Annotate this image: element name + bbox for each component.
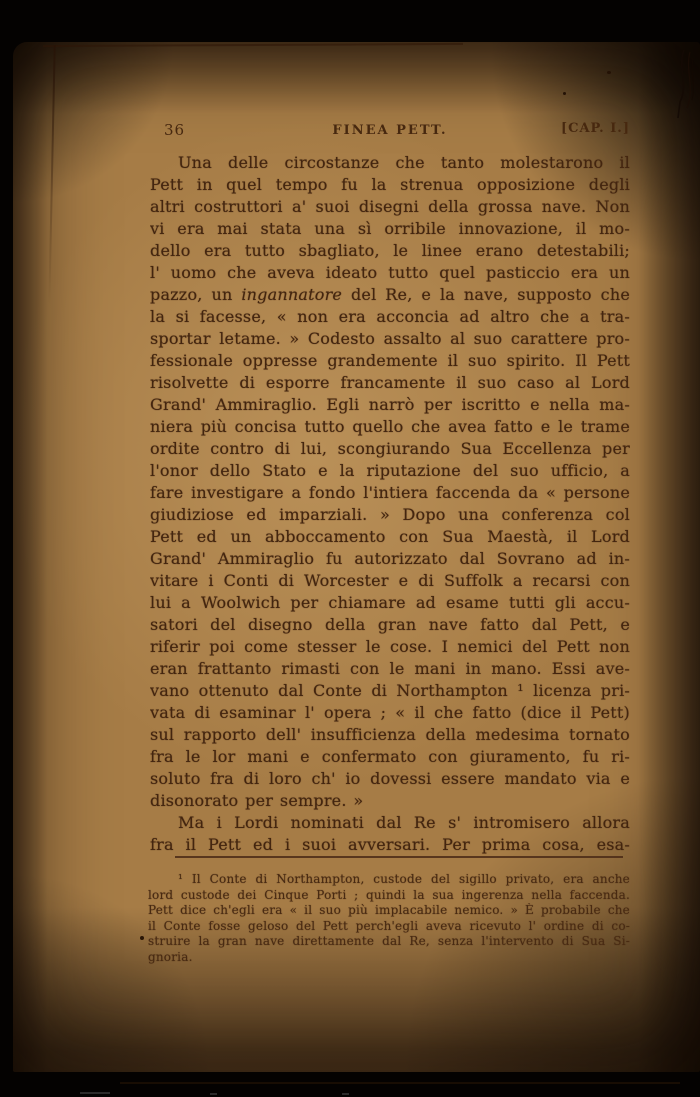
page-top-edge (43, 43, 463, 47)
chapter-label: [CAP. I.] (560, 121, 630, 136)
bottom-edge-mark (80, 1092, 110, 1094)
text-line: vitare i Conti di Worcester e di Suffolk a recarsi con (150, 571, 630, 590)
text-line: l'onor dello Stato e la riputazione del suo ufficio, a (150, 461, 630, 480)
text-line: fare investigare a fondo l'intiera faccenda da « persone (150, 483, 630, 502)
text-line: l' uomo che aveva ideato tutto quel pasticcio era un (150, 263, 630, 282)
book-edge-shadow (120, 1082, 680, 1084)
text-line: lui a Woolwich per chiamare ad esame tutti gli accu- (150, 593, 630, 612)
footnote-line: gnoria. (148, 949, 193, 964)
text-line: niera più concisa tutto quello che avea fatto e le trame (150, 417, 630, 436)
text-line: sul rapporto dell' insufficienza della medesima tornato (150, 725, 630, 744)
text-line: soluto fra di loro ch' io dovessi essere mandato via e (150, 769, 630, 788)
italic-word: ingannatore (241, 285, 343, 304)
text-segment: pazzo, un (150, 285, 242, 304)
text-line: giudiziose ed imparziali. » Dopo una conferenza col (150, 505, 630, 524)
footnote-block (148, 872, 630, 965)
page-number: 36 (164, 121, 186, 139)
text-line (150, 284, 630, 306)
footnote-line: lord custode dei Cinque Porti ; quindi la sua ingerenza nella faccenda. (148, 887, 630, 902)
text-line: sportar letame. » Codesto assalto al suo carattere pro- (150, 329, 630, 348)
text-line: altri costruttori a' suoi disegni della grossa nave. Non (150, 197, 630, 216)
footnote-line: Pett dice ch'egli era « il suo più implacabile nemico. » È probabile che (148, 903, 630, 917)
text-line: disonorato per sempre. » (150, 791, 364, 810)
running-title: FINEA PETT. (332, 123, 448, 138)
text-line: eran frattanto rimasti con le mani in mano. Essi ave- (150, 659, 630, 678)
main-text-block (150, 152, 630, 856)
text-segment: del Re, e la nave, supposto che (342, 285, 630, 304)
hair-artifact (668, 48, 698, 120)
text-line: dello era tutto sbagliato, le linee erano detestabili; (150, 241, 630, 260)
text-line: Ma i Lordi nominati dal Re s' intromisero allora (178, 813, 630, 832)
text-line: risolvette di esporre francamente il suo caso al Lord (150, 373, 630, 392)
ink-speck (607, 71, 611, 74)
text-line: la si facesse, « non era acconcia ad altro che a tra- (150, 307, 630, 326)
text-line: fra il Pett ed i suoi avversari. Per prima cosa, esa- (150, 835, 630, 854)
footnote-rule (175, 856, 623, 858)
footnote-line: ¹ Il Conte di Northampton, custode del sigillo privato, era anche (178, 872, 630, 886)
text-line: fra le lor mani e confermato con giuramento, fu ri- (150, 747, 630, 766)
ink-speck (140, 936, 144, 940)
text-line: fessionale oppresse grandemente il suo spirito. Il Pett (150, 351, 630, 370)
text-line: Grand' Ammiraglio fu autorizzato dal Sovrano ad in- (150, 549, 630, 568)
bottom-edge-mark (342, 1093, 349, 1095)
footnote-line: struire la gran nave direttamente dal Re, senza l'intervento di Sua Si- (148, 934, 630, 948)
text-line: ordite contro di lui, scongiurando Sua Eccellenza per (150, 439, 630, 458)
text-line: Pett ed un abboccamento con Sua Maestà, il Lord (150, 527, 630, 546)
ink-speck (563, 92, 566, 95)
footnote-line: il Conte fosse geloso del Pett perch'egli aveva ricevuto l' ordine di co- (148, 918, 630, 933)
text-line: vano ottenuto dal Conte di Northampton ¹ licenza pri- (150, 681, 630, 700)
running-header (150, 121, 630, 141)
text-line: Pett in quel tempo fu la strenua opposizione degli (150, 175, 630, 194)
bottom-edge-mark (210, 1093, 217, 1095)
page-crease (48, 45, 55, 305)
text-line: Una delle circostanze che tanto molestarono il (178, 153, 630, 172)
text-line: riferir poi come stesser le cose. I nemici del Pett non (150, 637, 630, 656)
text-line: vi era mai stata una sì orribile innovazione, il mo- (150, 219, 630, 238)
text-line: Grand' Ammiraglio. Egli narrò per iscritto e nella ma- (150, 395, 630, 414)
text-line: vata di esaminar l' opera ; « il che fatto (dice il Pett) (150, 703, 630, 722)
text-line: satori del disegno della gran nave fatto dal Pett, e (150, 615, 630, 634)
